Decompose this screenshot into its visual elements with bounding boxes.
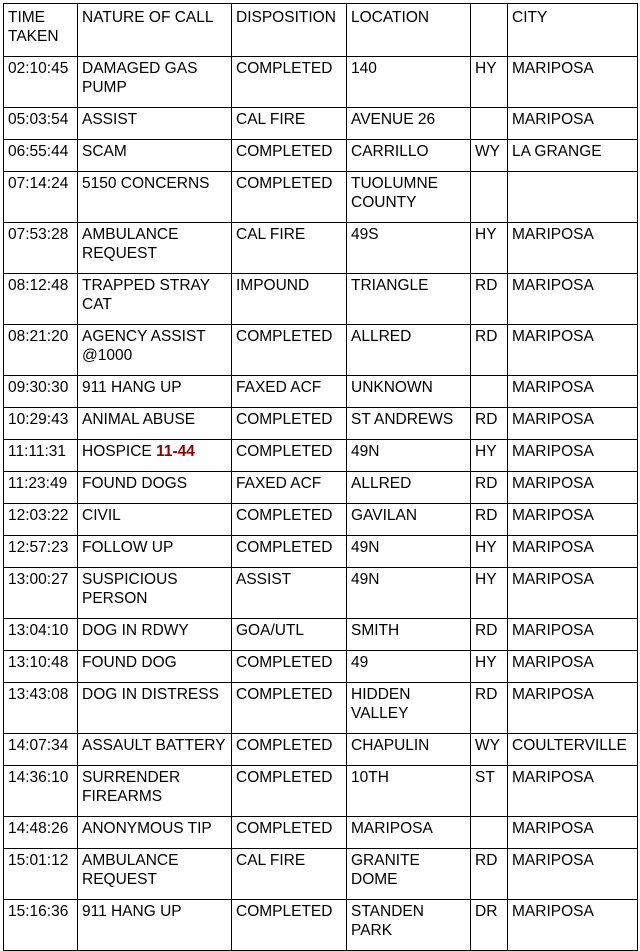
cell-location-type: RD <box>471 408 508 440</box>
cell-city: MARIPOSA <box>508 900 638 951</box>
cell-city: MARIPOSA <box>508 683 638 734</box>
cell-city: MARIPOSA <box>508 619 638 651</box>
table-row <box>4 408 638 440</box>
cell-time-taken: 12:57:23 <box>4 536 78 568</box>
nature-text: FOUND DOGS <box>82 475 188 492</box>
cell-location-type: HY <box>471 223 508 274</box>
cell-city: MARIPOSA <box>508 568 638 619</box>
cell-location: 10TH <box>347 766 471 817</box>
cell-time-taken: 12:03:22 <box>4 504 78 536</box>
cell-time-taken: 08:12:48 <box>4 274 78 325</box>
cell-disposition: IMPOUND <box>232 274 347 325</box>
cell-city: MARIPOSA <box>508 274 638 325</box>
cell-location-type: WY <box>471 734 508 766</box>
cell-location: MARIPOSA <box>347 817 471 849</box>
cell-nature-of-call <box>78 683 232 734</box>
header-location-type <box>471 4 508 57</box>
cell-location-type: HY <box>471 651 508 683</box>
table-row <box>4 440 638 472</box>
cell-city: MARIPOSA <box>508 817 638 849</box>
cell-location: 49S <box>347 223 471 274</box>
cell-city: MARIPOSA <box>508 57 638 108</box>
nature-text: DAMAGED GAS PUMP <box>82 60 198 96</box>
cell-time-taken: 07:53:28 <box>4 223 78 274</box>
cell-location: 49 <box>347 651 471 683</box>
cell-disposition: ASSIST <box>232 568 347 619</box>
cell-nature-of-call <box>78 568 232 619</box>
cell-time-taken: 13:00:27 <box>4 568 78 619</box>
cell-nature-of-call <box>78 651 232 683</box>
radio-code-badge: 11-44 <box>156 443 195 460</box>
table-row <box>4 108 638 140</box>
cell-nature-of-call <box>78 504 232 536</box>
nature-text: DOG IN RDWY <box>82 622 189 639</box>
table-row <box>4 683 638 734</box>
cell-disposition: COMPLETED <box>232 651 347 683</box>
nature-text: SUSPICIOUS PERSON <box>82 571 178 607</box>
nature-text: 911 HANG UP <box>82 903 182 920</box>
cell-nature-of-call <box>78 817 232 849</box>
cell-location: GRANITE DOME <box>347 849 471 900</box>
cell-time-taken: 05:03:54 <box>4 108 78 140</box>
cell-time-taken: 09:30:30 <box>4 376 78 408</box>
cell-location: UNKNOWN <box>347 376 471 408</box>
cell-disposition: FAXED ACF <box>232 472 347 504</box>
nature-text: ANONYMOUS TIP <box>82 820 212 837</box>
table-row <box>4 817 638 849</box>
table-header <box>4 4 638 57</box>
cell-time-taken: 06:55:44 <box>4 140 78 172</box>
cell-location: CHAPULIN <box>347 734 471 766</box>
cell-location-type: HY <box>471 57 508 108</box>
cell-city: MARIPOSA <box>508 849 638 900</box>
cell-city: MARIPOSA <box>508 223 638 274</box>
cell-location: HIDDEN VALLEY <box>347 683 471 734</box>
table-row <box>4 472 638 504</box>
cell-disposition: COMPLETED <box>232 440 347 472</box>
cell-disposition: COMPLETED <box>232 408 347 440</box>
table-row <box>4 651 638 683</box>
cell-location: SMITH <box>347 619 471 651</box>
nature-text: SCAM <box>82 143 127 160</box>
cell-city: MARIPOSA <box>508 376 638 408</box>
cell-nature-of-call <box>78 376 232 408</box>
cell-city: MARIPOSA <box>508 766 638 817</box>
cell-location-type: RD <box>471 504 508 536</box>
cell-time-taken: 14:36:10 <box>4 766 78 817</box>
table-row <box>4 536 638 568</box>
cell-nature-of-call <box>78 408 232 440</box>
cell-nature-of-call <box>78 734 232 766</box>
cell-city: MARIPOSA <box>508 651 638 683</box>
nature-text: HOSPICE <box>82 443 152 460</box>
cell-disposition: COMPLETED <box>232 504 347 536</box>
cell-time-taken: 15:01:12 <box>4 849 78 900</box>
cell-location-type: RD <box>471 472 508 504</box>
cell-time-taken: 13:43:08 <box>4 683 78 734</box>
cell-location: 49N <box>347 568 471 619</box>
cell-disposition: COMPLETED <box>232 766 347 817</box>
table-row <box>4 734 638 766</box>
header-row <box>4 4 638 57</box>
nature-text: AMBULANCE REQUEST <box>82 226 179 262</box>
header-city: CITY <box>508 4 638 57</box>
cell-disposition: COMPLETED <box>232 536 347 568</box>
cell-nature-of-call <box>78 766 232 817</box>
cell-location: ALLRED <box>347 472 471 504</box>
nature-text: ASSIST <box>82 111 138 128</box>
cell-nature-of-call <box>78 619 232 651</box>
table-body <box>4 57 638 951</box>
nature-text: CIVIL <box>82 507 121 524</box>
cell-location: 49N <box>347 440 471 472</box>
table-row <box>4 619 638 651</box>
cell-nature-of-call <box>78 536 232 568</box>
table-row <box>4 766 638 817</box>
table-row <box>4 172 638 223</box>
cell-time-taken: 10:29:43 <box>4 408 78 440</box>
cell-city: COULTERVILLE <box>508 734 638 766</box>
cell-location-type: RD <box>471 849 508 900</box>
cell-disposition: COMPLETED <box>232 734 347 766</box>
call-log-table <box>3 3 638 951</box>
nature-text: DOG IN DISTRESS <box>82 686 219 703</box>
cell-location-type: ST <box>471 766 508 817</box>
cell-disposition: COMPLETED <box>232 900 347 951</box>
nature-text: AGENCY ASSIST @1000 <box>82 328 206 364</box>
cell-disposition: GOA/UTL <box>232 619 347 651</box>
cell-location-type: HY <box>471 568 508 619</box>
table-row <box>4 849 638 900</box>
table-row <box>4 504 638 536</box>
cell-time-taken: 13:04:10 <box>4 619 78 651</box>
cell-city: MARIPOSA <box>508 408 638 440</box>
cell-time-taken: 15:16:36 <box>4 900 78 951</box>
cell-location-type <box>471 108 508 140</box>
cell-nature-of-call <box>78 108 232 140</box>
header-time-taken: TIME TAKEN <box>4 4 78 57</box>
nature-text: FOLLOW UP <box>82 539 174 556</box>
table-row <box>4 325 638 376</box>
cell-city: MARIPOSA <box>508 440 638 472</box>
cell-location-type <box>471 817 508 849</box>
nature-text: ANIMAL ABUSE <box>82 411 196 428</box>
nature-text: SURRENDER FIREARMS <box>82 769 181 805</box>
cell-location-type <box>471 376 508 408</box>
cell-location: GAVILAN <box>347 504 471 536</box>
cell-location: TRIANGLE <box>347 274 471 325</box>
table-row <box>4 57 638 108</box>
cell-nature-of-call <box>78 900 232 951</box>
cell-disposition: CAL FIRE <box>232 108 347 140</box>
cell-city: MARIPOSA <box>508 108 638 140</box>
header-location: LOCATION <box>347 4 471 57</box>
header-nature-of-call: NATURE OF CALL <box>78 4 232 57</box>
cell-location-type: RD <box>471 325 508 376</box>
table-row <box>4 568 638 619</box>
cell-disposition: COMPLETED <box>232 140 347 172</box>
cell-location: ALLRED <box>347 325 471 376</box>
nature-text: AMBULANCE REQUEST <box>82 852 179 888</box>
table-row <box>4 274 638 325</box>
cell-disposition: COMPLETED <box>232 683 347 734</box>
cell-location-type: WY <box>471 140 508 172</box>
cell-location-type <box>471 172 508 223</box>
nature-text: 911 HANG UP <box>82 379 182 396</box>
table-row <box>4 223 638 274</box>
cell-nature-of-call <box>78 325 232 376</box>
cell-nature-of-call <box>78 849 232 900</box>
table-row <box>4 900 638 951</box>
cell-disposition: COMPLETED <box>232 325 347 376</box>
nature-text: 5150 CONCERNS <box>82 175 210 192</box>
cell-disposition: CAL FIRE <box>232 849 347 900</box>
cell-disposition: FAXED ACF <box>232 376 347 408</box>
table-row <box>4 140 638 172</box>
cell-nature-of-call <box>78 57 232 108</box>
cell-time-taken: 07:14:24 <box>4 172 78 223</box>
cell-location-type: HY <box>471 440 508 472</box>
cell-location-type: HY <box>471 536 508 568</box>
cell-time-taken: 14:07:34 <box>4 734 78 766</box>
cell-time-taken: 14:48:26 <box>4 817 78 849</box>
cell-location: 140 <box>347 57 471 108</box>
cell-disposition: COMPLETED <box>232 57 347 108</box>
header-disposition: DISPOSITION <box>232 4 347 57</box>
cell-time-taken: 11:23:49 <box>4 472 78 504</box>
cell-city: LA GRANGE <box>508 140 638 172</box>
cell-nature-of-call <box>78 140 232 172</box>
cell-nature-of-call <box>78 274 232 325</box>
cell-time-taken: 13:10:48 <box>4 651 78 683</box>
cell-location-type: RD <box>471 274 508 325</box>
cell-location: 49N <box>347 536 471 568</box>
cell-city <box>508 172 638 223</box>
cell-nature-of-call <box>78 223 232 274</box>
cell-nature-of-call <box>78 440 232 472</box>
cell-city: MARIPOSA <box>508 504 638 536</box>
cell-disposition: COMPLETED <box>232 172 347 223</box>
table-row <box>4 376 638 408</box>
cell-location: STANDEN PARK <box>347 900 471 951</box>
nature-text: FOUND DOG <box>82 654 177 671</box>
cell-location: ST ANDREWS <box>347 408 471 440</box>
cell-location-type: RD <box>471 683 508 734</box>
cell-disposition: COMPLETED <box>232 817 347 849</box>
cell-nature-of-call <box>78 472 232 504</box>
cell-time-taken: 02:10:45 <box>4 57 78 108</box>
cell-location-type: RD <box>471 619 508 651</box>
cell-city: MARIPOSA <box>508 536 638 568</box>
nature-text: ASSAULT BATTERY <box>82 737 226 754</box>
cell-location-type: DR <box>471 900 508 951</box>
cell-nature-of-call <box>78 172 232 223</box>
cell-city: MARIPOSA <box>508 325 638 376</box>
cell-time-taken: 11:11:31 <box>4 440 78 472</box>
cell-location: TUOLUMNE COUNTY <box>347 172 471 223</box>
cell-location: CARRILLO <box>347 140 471 172</box>
nature-text: TRAPPED STRAY CAT <box>82 277 210 313</box>
cell-city: MARIPOSA <box>508 472 638 504</box>
cell-time-taken: 08:21:20 <box>4 325 78 376</box>
cell-location: AVENUE 26 <box>347 108 471 140</box>
cell-disposition: CAL FIRE <box>232 223 347 274</box>
